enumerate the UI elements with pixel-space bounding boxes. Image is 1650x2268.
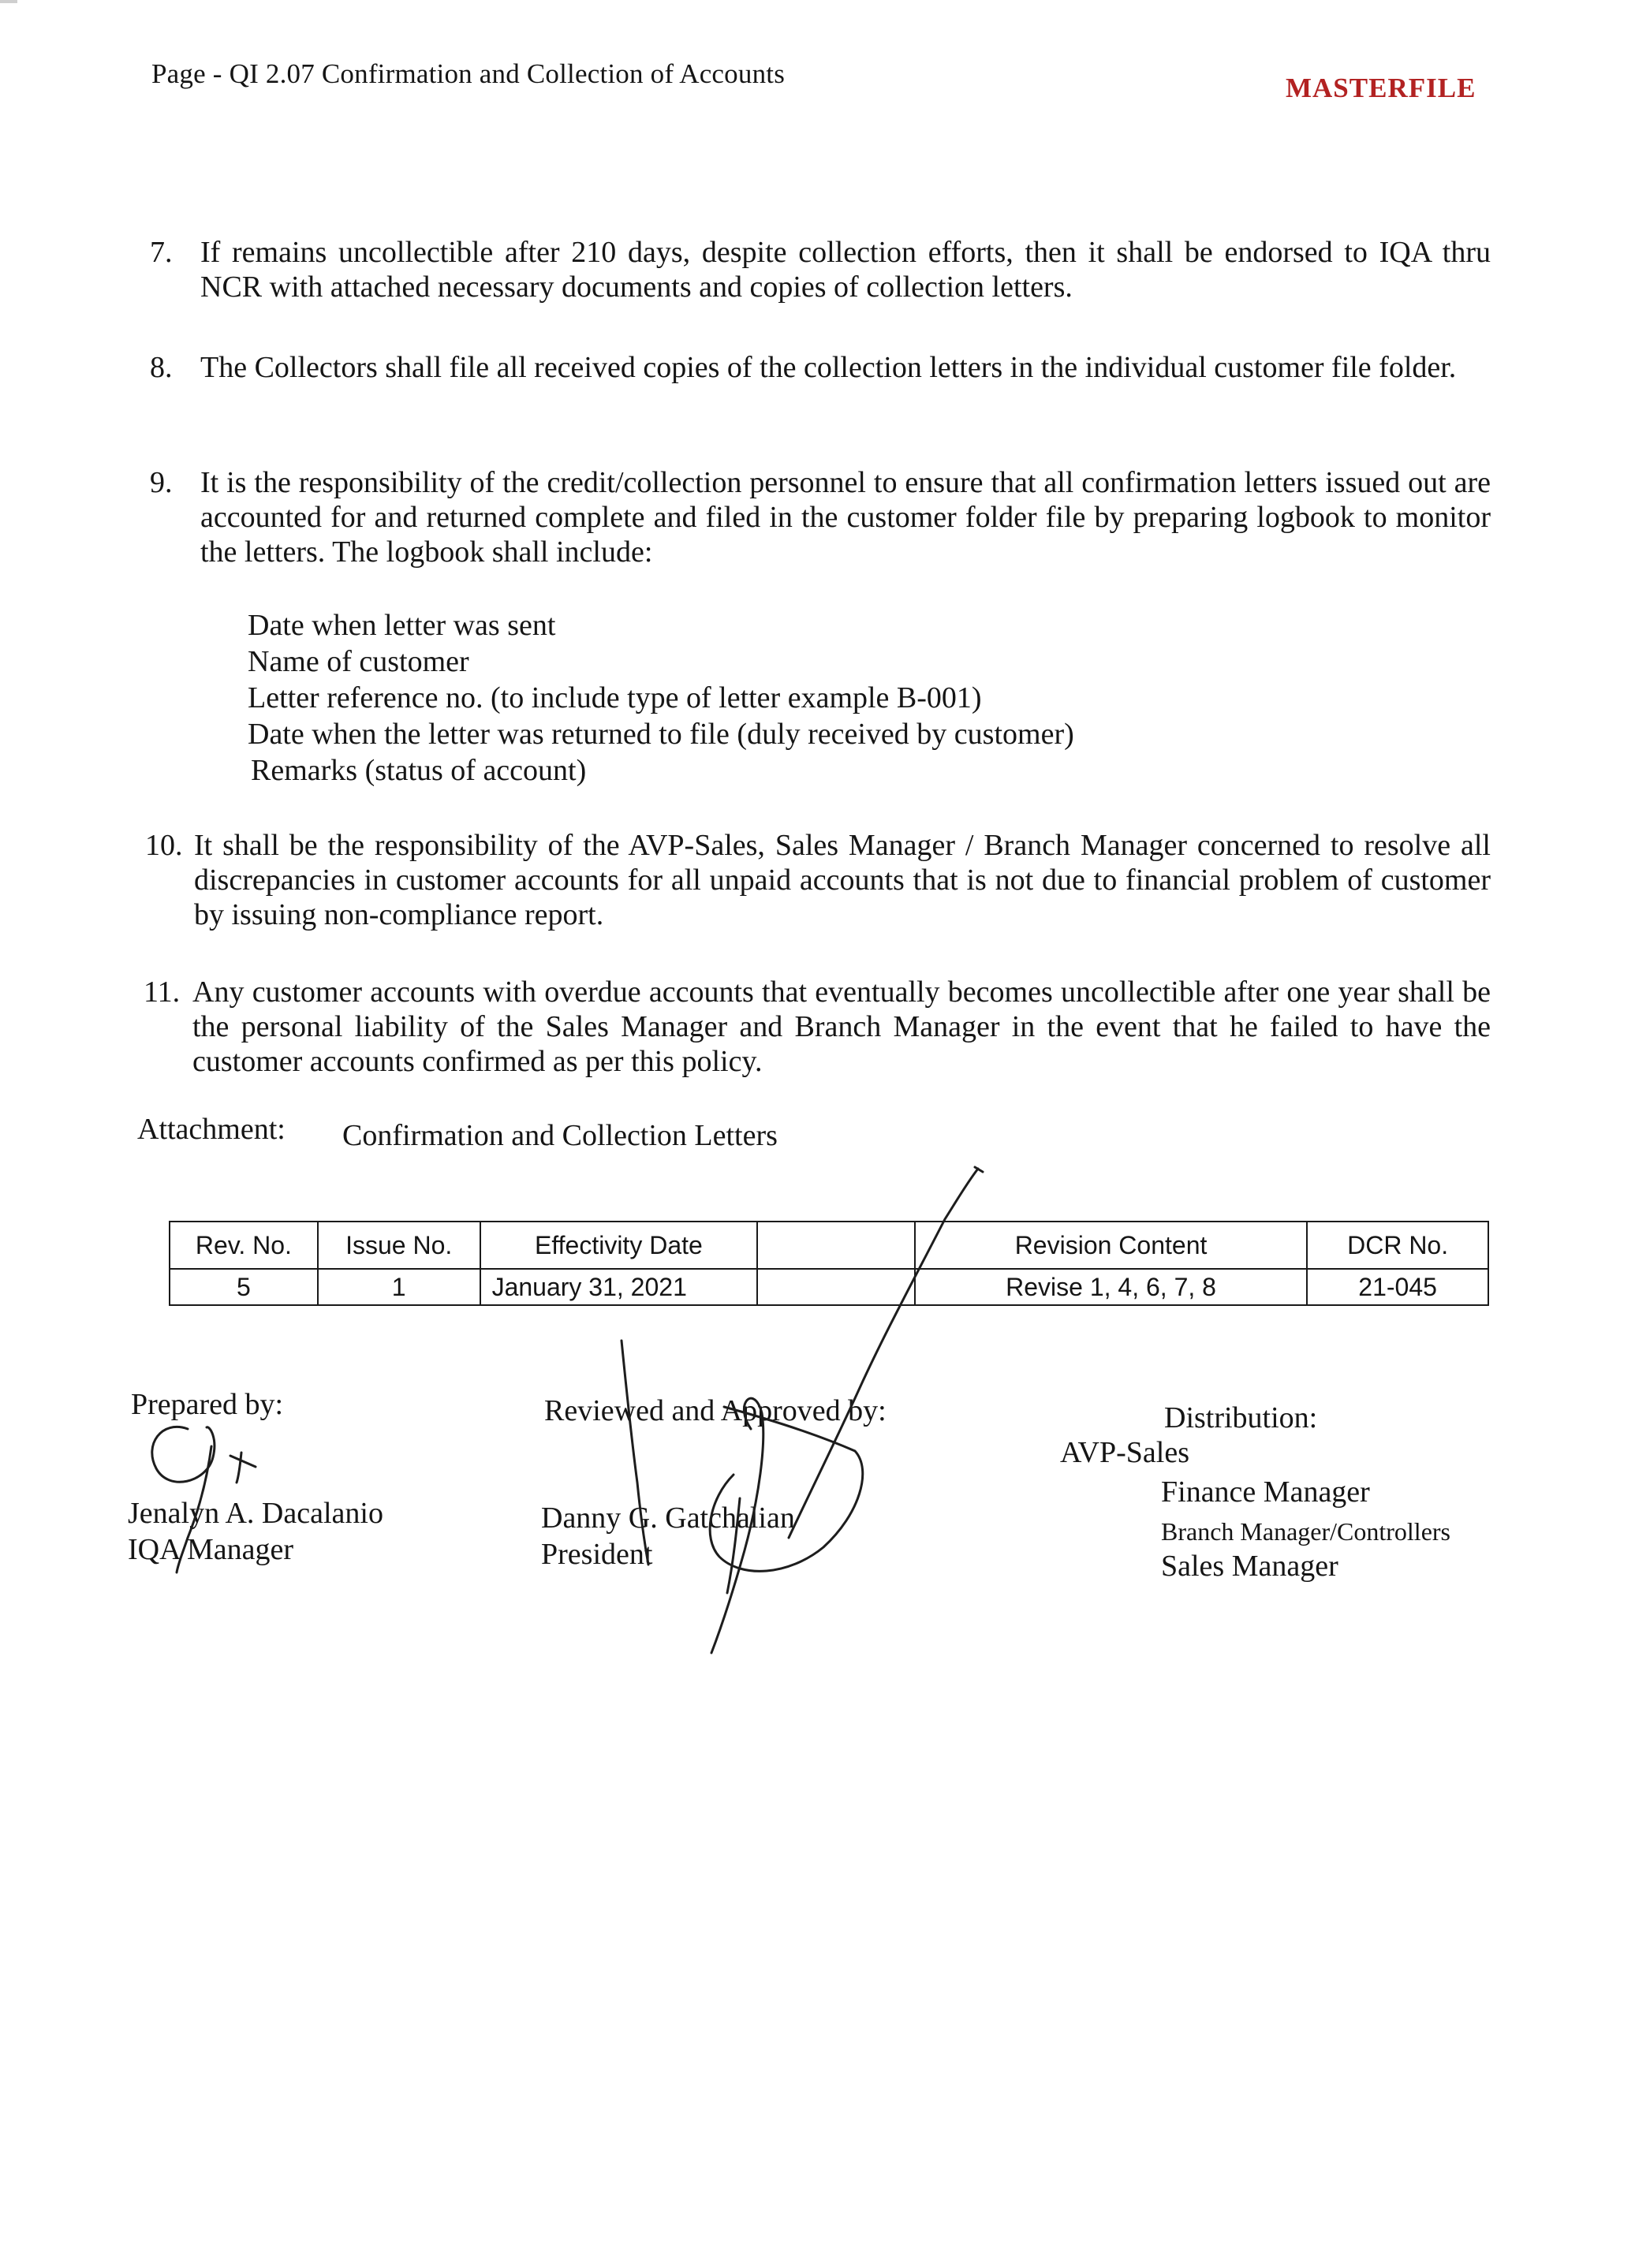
prepared-by-signatory xyxy=(128,1495,383,1568)
distribution-item: Branch Manager/Controllers xyxy=(1161,1517,1450,1546)
cell-blank xyxy=(757,1269,915,1305)
header-blank xyxy=(757,1222,915,1269)
reviewed-by-signatory xyxy=(541,1500,795,1572)
revision-table-row xyxy=(170,1269,1488,1305)
distribution-label: Distribution: xyxy=(1164,1401,1318,1434)
cell-effectivity-date: January 31, 2021 xyxy=(480,1269,758,1305)
revision-table xyxy=(169,1221,1489,1306)
cell-revision-content: Revise 1, 4, 6, 7, 8 xyxy=(915,1269,1307,1305)
header-dcr-no: DCR No. xyxy=(1307,1222,1488,1269)
item-text: It shall be the responsibility of the AVP-Sales, Sales Manager / Branch Manager concerned to resolve all discrepancies in customer accounts for all unpaid accounts that is not due to financial problem of customer by issuing non-compliance report. xyxy=(194,829,1491,931)
item-number: 11. xyxy=(144,975,181,1009)
item-number: 10. xyxy=(145,829,183,862)
reviewed-by-label: Reviewed and Approved by: xyxy=(544,1394,887,1427)
distribution-item: AVP-Sales xyxy=(1060,1436,1189,1469)
header-issue-no: Issue No. xyxy=(318,1222,480,1269)
prepared-by-block xyxy=(131,1386,283,1423)
item-text: The Collectors shall file all received copies of the collection letters in the individual customer file folder. xyxy=(200,351,1457,384)
reviewed-by-block xyxy=(544,1393,887,1429)
logbook-items-list xyxy=(248,607,1074,789)
logbook-item: Remarks (status of account) xyxy=(251,754,587,787)
revision-table-header-row xyxy=(170,1222,1488,1269)
cell-dcr-no: 21-045 xyxy=(1307,1269,1488,1305)
logbook-item: Date when letter was sent xyxy=(248,609,556,642)
distribution-item: Finance Manager xyxy=(1161,1475,1370,1509)
reviewed-by-title: President xyxy=(541,1538,653,1571)
logbook-item: Date when the letter was returned to file (duly received by customer) xyxy=(248,718,1074,751)
header-revision-content: Revision Content xyxy=(915,1222,1307,1269)
masterfile-stamp: MASTERFILE xyxy=(1286,73,1476,103)
prepared-by-title: IQA Manager xyxy=(128,1533,293,1566)
attachment-label: Attachment: xyxy=(137,1113,286,1146)
prepared-by-name: Jenalyn A. Dacalanio xyxy=(128,1497,383,1530)
header-rev-no: Rev. No. xyxy=(170,1222,318,1269)
reviewed-by-name: Danny G. Gatchalian xyxy=(541,1501,795,1535)
cell-issue-no: 1 xyxy=(318,1269,480,1305)
logbook-item: Letter reference no. (to include type of letter example B-001) xyxy=(248,681,982,714)
item-text: Any customer accounts with overdue accounts that eventually becomes uncollectible after one year shall be the personal liability of the Sales Manager and Branch Manager in the event that he failed to have the customer accounts confirmed as per this policy. xyxy=(192,975,1491,1078)
item-number: 7. xyxy=(150,236,173,269)
scan-edge-mark xyxy=(0,0,17,3)
attachment-value: Confirmation and Collection Letters xyxy=(342,1119,778,1152)
page-header-title: Page - QI 2.07 Confirmation and Collection of Accounts xyxy=(151,58,786,89)
header-effectivity-date: Effectivity Date xyxy=(480,1222,758,1269)
item-number: 9. xyxy=(150,466,173,499)
distribution-item: Sales Manager xyxy=(1161,1550,1338,1583)
prepared-by-label: Prepared by: xyxy=(131,1388,284,1421)
cell-rev-no: 5 xyxy=(170,1269,318,1305)
item-text: It is the responsibility of the credit/collection personnel to ensure that all confirmation letters issued out are accounted for and returned complete and filed in the customer folder file by preparing logbook to monitor the letters. The logbook shall include: xyxy=(200,466,1491,569)
logbook-item: Name of customer xyxy=(248,645,469,678)
item-number: 8. xyxy=(150,351,173,384)
item-text: If remains uncollectible after 210 days, despite collection efforts, then it shall be endorsed to IQA thru NCR with attached necessary documents and copies of collection letters. xyxy=(200,236,1491,304)
